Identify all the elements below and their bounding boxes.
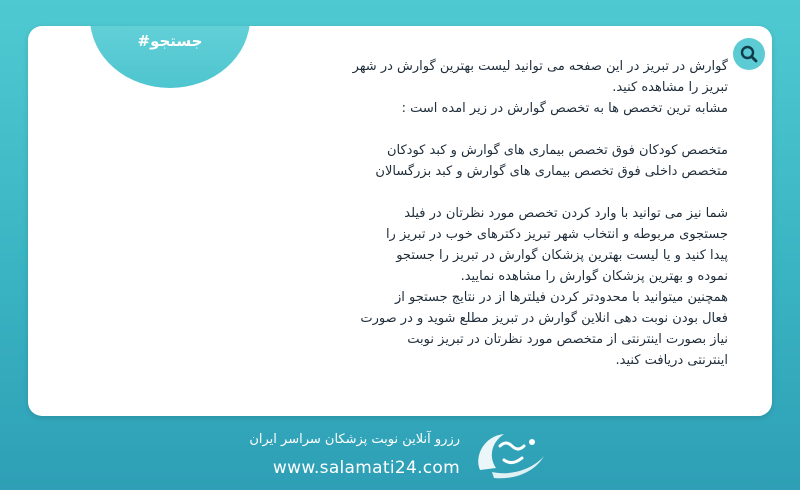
related-specialty-item[interactable]: متخصص داخلی فوق تخصص بیماری های گوارش و کبد بزرگسالان <box>375 164 728 179</box>
intro-line: گوارش در تبریز در این صفحه می توانید لیست بهترین گوارش در شهر <box>352 59 728 74</box>
article-text <box>328 56 728 371</box>
body-line: جستجوی مربوطه و انتخاب شهر تبریز دکترهای خوب در تبریز را <box>385 227 728 242</box>
body-line: پیدا کنید و یا لیست بهترین پزشکان گوارش در تبریز را جستجو <box>396 248 728 263</box>
body-line: همچنین میتوانید با محدودتر کردن فیلترها از در نتایج جستجو از <box>394 290 728 305</box>
magnifier-icon <box>739 44 759 64</box>
body-line: نیاز بصورت اینترنتی از متخصص مورد نظرتان در تبریز نوبت <box>407 332 728 347</box>
related-specialty-item[interactable]: متخصص کودکان فوق تخصص بیماری های گوارش و کبد کودکان <box>386 143 728 158</box>
body-line: شما نیز می توانید با وارد کردن تخصص مورد نظرتان در فیلد <box>404 206 728 221</box>
intro-line: مشابه ترین تخصص ها به تخصص گوارش در زیر امده است : <box>401 101 728 116</box>
content-card <box>28 26 772 416</box>
footer-website-link[interactable]: www.salamati24.com <box>272 458 460 478</box>
footer-tagline: رزرو آنلاین نوبت پزشکان سراسر ایران <box>249 432 460 447</box>
intro-line: تبریز را مشاهده کنید. <box>612 80 728 95</box>
body-line: نموده و بهترین پزشکان گوارش را مشاهده نمایید. <box>460 269 728 284</box>
body-line: اینترنتی دریافت کنید. <box>615 353 728 368</box>
tag-badge-label[interactable]: #جستجو <box>137 32 203 50</box>
search-button[interactable] <box>733 38 765 70</box>
body-line: فعال بودن نوبت دهی انلاین گوارش در تبریز مطلع شوید و در صورت <box>360 311 728 326</box>
salamati-logo-icon <box>470 426 550 482</box>
